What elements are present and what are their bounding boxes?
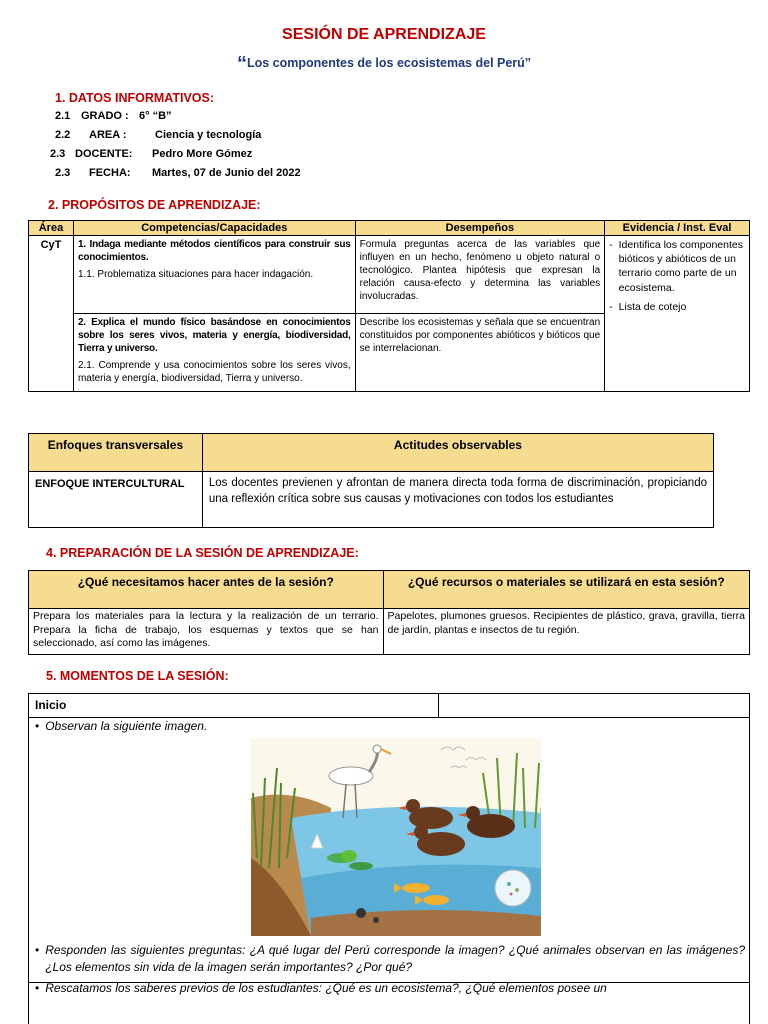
col-enfoques: Enfoques transversales [29, 434, 203, 472]
evidence-item-2: - Lista de cotejo [609, 300, 687, 313]
document-title: SESIÓN DE APRENDIZAJE [282, 26, 486, 43]
enfoques-table [28, 433, 714, 528]
evidence-item-1: - Identifica los componentes bióticos y abióticos de un terrario como parte de un ecosistema. [609, 239, 743, 294]
moments-header [29, 694, 749, 718]
info-row-docente: 2.3 DOCENTE: Pedro More Gómez [50, 148, 253, 160]
col-evidencia: Evidencia / Inst. Eval [605, 221, 750, 236]
document-subtitle [0, 50, 768, 73]
resources-text: Papelotes, plumones gruesos. Recipientes de plástico, grava, gravilla, tierra de jardín, plantas e insectos de tu región. [383, 609, 749, 655]
enfoque-name: ENFOQUE INTERCULTURAL [29, 472, 203, 528]
enfoque-text: Los docentes previenen y afrontan de manera directa toda forma de discriminación, propiciando una reflexión crítica sobre sus causas y motivaciones con todos los estudiantes [202, 472, 713, 528]
area-cell: CyT [29, 236, 74, 392]
ecosystem-image [251, 738, 541, 936]
col-desempenos: Desempeños [355, 221, 605, 236]
info-row-grado: 2.1 GRADO : 6° “B” [55, 110, 172, 122]
competency-1-cell: 1. Indaga mediante métodos científicos para construir sus conocimientos. 1.1. Problematiza situaciones para hacer indagación. [73, 236, 355, 314]
section-2-heading: 2. PROPÓSITOS DE APRENDIZAJE: [48, 198, 261, 212]
bullet-questions: • Responden las siguientes preguntas: ¿A qué lugar del Perú corresponde la imagen? ¿Qué animales observan en las imágenes? ¿Los elementos sin vida de la imagen serán importantes? ¿Por qué? [35, 943, 745, 974]
col-competencias: Competencias/Capacidades [73, 221, 355, 236]
moments-box [28, 693, 750, 1024]
competency-2-cell: 2. Explica el mundo físico basándose en conocimientos sobre los seres vivos, materia y energía, biodiversidad, Tierra y universo. 2.1. Comprende y usa conocimientos sobre los seres vivos, materia y energía, biodiversidad, Tierra y universo. [73, 314, 355, 392]
phase-label: Inicio [29, 694, 439, 717]
section-1-heading: 1. DATOS INFORMATIVOS: [55, 91, 215, 105]
col-resources: ¿Qué recursos o materiales se utilizará en esta sesión? [383, 571, 749, 609]
desempeno-2-cell: Describe los ecosistemas y señala que se encuentran constituidos por componentes abióticos y bióticos que se interrelacionan. [355, 314, 605, 392]
col-area: Área [29, 221, 74, 236]
preparation-table [28, 570, 750, 655]
bullet-observe: • Observan la siguiente imagen. [35, 719, 208, 733]
col-actitudes: Actitudes observables [202, 434, 713, 472]
bullet-prior-knowledge: • Rescatamos los saberes previos de los estudiantes: ¿Qué es un ecosistema?, ¿Qué elementos posee un [35, 981, 607, 995]
before-session-text: Prepara los materiales para la lectura y la realización de un terrario. Prepara la ficha de trabajo, los esquemas y textos que se han seleccionado, así como las imágenes. [29, 609, 384, 655]
section-5-heading: 5. MOMENTOS DE LA SESIÓN: [46, 669, 229, 683]
quote-mark: “ [236, 53, 247, 75]
desempeno-1-cell: Formula preguntas acerca de las variables que influyen en un hecho, fenómeno u objeto natural o tecnológico. Plantea hipótesis que expresan la relación causa-efecto y determina las variables involucradas. [355, 236, 605, 314]
evidence-cell [605, 236, 750, 392]
info-row-fecha: 2.3 FECHA: Martes, 07 de Junio del 2022 [55, 167, 301, 179]
info-row-area: 2.2 AREA : Ciencia y tecnología [55, 129, 262, 141]
col-before-session: ¿Qué necesitamos hacer antes de la sesión? [29, 571, 384, 609]
section-4-heading: 4. PREPARACIÓN DE LA SESIÓN DE APRENDIZAJE: [46, 546, 359, 560]
purposes-table [28, 220, 750, 392]
subtitle-text: Los componentes de los ecosistemas del Perú” [246, 56, 532, 70]
divider-line [28, 982, 750, 983]
